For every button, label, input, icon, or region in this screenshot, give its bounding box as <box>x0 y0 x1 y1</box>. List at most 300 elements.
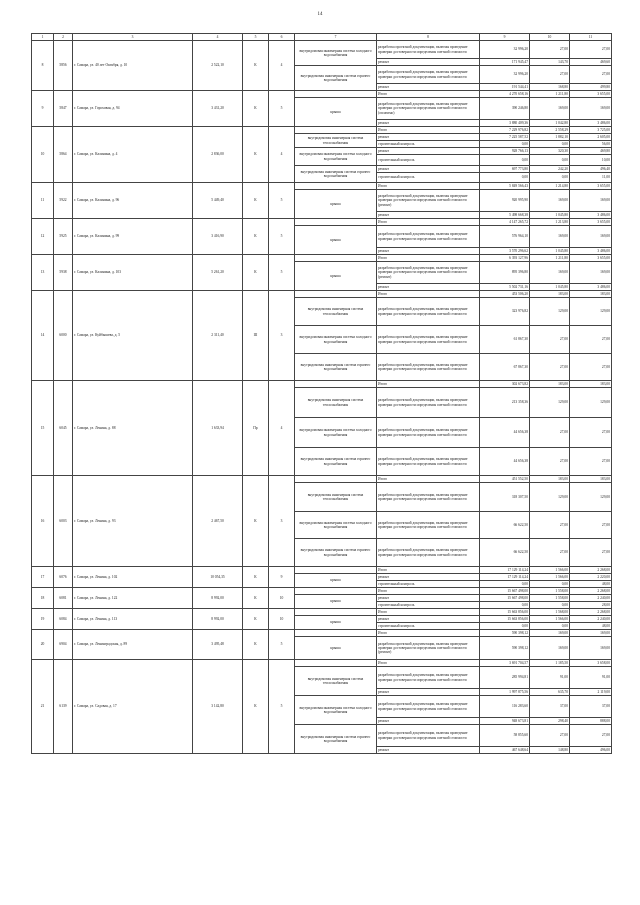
unit-cost-value: 183,00 <box>530 291 570 298</box>
house-area: 5 449,40 <box>193 183 243 219</box>
wall-material: К <box>243 609 269 630</box>
house-id: 5847 <box>54 91 73 127</box>
capital-repair-table <box>31 33 612 754</box>
column-number: 6 <box>269 34 295 41</box>
house-address: г. Самара, ул. Калинина, д. 99 <box>73 219 193 255</box>
system-name: внутридомовая инженерная система холодного водоснабжения <box>295 41 377 66</box>
unit-cost-value: 1 566,00 <box>530 567 570 574</box>
cost-value: 58 855,60 <box>480 725 530 747</box>
house-address: г. Самара, ул. Гороховая, д. 94 <box>73 91 193 127</box>
unit-cost-value: 1 568,00 <box>530 609 570 616</box>
cost-value: 32 996,20 <box>480 41 530 59</box>
table-row <box>32 381 612 388</box>
cost-value: 390 246,80 <box>480 98 530 120</box>
row-number: 15 <box>32 381 54 476</box>
house-id: 5925 <box>54 219 73 255</box>
work-type: разработка проектной документации, включая проведение проверки достоверности определения сметной стоимости (ремонт) <box>377 262 480 284</box>
house-area: 8 992,00 <box>193 609 243 630</box>
work-type: разработка проектной документации, включая проведение проверки достоверности определения сметной стоимости <box>377 326 480 354</box>
floor-count: 4 <box>269 381 295 476</box>
floor-count: 5 <box>269 660 295 754</box>
max-unit-cost-value: 2 268,00 <box>570 567 612 574</box>
max-unit-cost-value: 27,00 <box>570 41 612 59</box>
work-type: Итого <box>377 91 480 98</box>
column-number: 4 <box>193 34 243 41</box>
system-name: внутридомовая инженерная система теплоснабжения <box>295 483 377 512</box>
house-area: 10 054,35 <box>193 567 243 588</box>
unit-cost-value: 37,00 <box>530 696 570 718</box>
max-unit-cost-value: 2 240,00 <box>570 595 612 602</box>
work-type: ремонт <box>377 59 480 66</box>
work-type: разработка проектной документации, включая проведение проверки достоверности определения сметной стоимости <box>377 226 480 248</box>
work-type: Итого <box>377 183 480 190</box>
house-address: г. Самара, ул. 40 лет Октября, д. 10 <box>73 41 193 91</box>
system-name: крыша <box>295 98 377 127</box>
house-id: 6045 <box>54 381 73 476</box>
work-type: Итого <box>377 609 480 616</box>
work-type: разработка проектной документации, включая проведение проверки достоверности определения сметной стоимости <box>377 539 480 567</box>
max-unit-cost-value: 129,00 <box>570 298 612 326</box>
work-type: ремонт <box>377 689 480 696</box>
max-unit-cost-value: 27,00 <box>570 66 612 84</box>
unit-cost-value: 298,40 <box>530 718 570 725</box>
unit-cost-value: 242,20 <box>530 166 570 173</box>
unit-cost-value: 1 211,80 <box>530 91 570 98</box>
work-type: разработка проектной документации, включая проведение проверки достоверности определения сметной стоимости (ремонт) <box>377 637 480 660</box>
house-address: г. Самара, ул. Калинина, д. 96 <box>73 183 193 219</box>
work-type: Итого <box>377 255 480 262</box>
unit-cost-value: 0,00 <box>530 141 570 148</box>
work-type: Итого <box>377 219 480 226</box>
floor-count: 9 <box>269 567 295 588</box>
system-name <box>295 127 377 134</box>
house-address: г. Самара, ул. Ленина, д. 122 <box>73 588 193 609</box>
cost-value: 0,00 <box>480 173 530 183</box>
work-type: Итого <box>377 630 480 637</box>
unit-cost-value: 27,00 <box>530 41 570 59</box>
max-unit-cost-value: 27,00 <box>570 418 612 448</box>
max-unit-cost-value: 2 268,00 <box>570 588 612 595</box>
table-row <box>32 567 612 574</box>
system-name: внутридомовая инженерная система теплоснабжения <box>295 298 377 326</box>
house-area: 3 431,20 <box>193 91 243 127</box>
system-name: внутридомовая инженерная система теплоснабжения <box>295 134 377 148</box>
unit-cost-value: 169,00 <box>530 98 570 120</box>
house-id: 6003 <box>54 476 73 567</box>
system-name: внутридомовая инженерная система холодного водоснабжения <box>295 418 377 448</box>
work-type: разработка проектной документации, включая проведение проверки достоверности определения сметной стоимости <box>377 388 480 418</box>
system-name: крыша <box>295 262 377 291</box>
max-unit-cost-value: 2 268,00 <box>570 609 612 616</box>
max-unit-cost-value: 10,00 <box>570 155 612 166</box>
row-number: 12 <box>32 219 54 255</box>
work-type: разработка проектной документации, включая проведение проверки достоверности определения сметной стоимости <box>377 418 480 448</box>
house-id: 5938 <box>54 255 73 291</box>
unit-cost-value: 1 045,80 <box>530 248 570 255</box>
max-unit-cost-value: 469,80 <box>570 148 612 155</box>
cost-value: 1 997 875,56 <box>480 689 530 696</box>
unit-cost-value: 169,00 <box>530 262 570 284</box>
unit-cost-value: 1 882,10 <box>530 134 570 141</box>
system-name: внутридомовая инженерная система горячего водоснабжения <box>295 448 377 476</box>
floor-count: 10 <box>269 588 295 609</box>
wall-material: К <box>243 41 269 91</box>
table-row <box>32 127 612 134</box>
work-type: строительный контроль <box>377 581 480 588</box>
house-address: г. Самара, ул. Ленина, д. 102 <box>73 567 193 588</box>
work-type: разработка проектной документации, включая проведение проверки достоверности определения сметной стоимости <box>377 696 480 718</box>
house-area: 2 467,50 <box>193 476 243 567</box>
unit-cost-value: 168,80 <box>530 84 570 91</box>
system-name: крыша <box>295 574 377 588</box>
unit-cost-value: 0,00 <box>530 155 570 166</box>
max-unit-cost-value: 2 605,00 <box>570 134 612 141</box>
max-unit-cost-value: 496,40 <box>570 166 612 173</box>
max-unit-cost-value: 496,00 <box>570 747 612 754</box>
work-type: Итого <box>377 660 480 667</box>
house-id: 5856 <box>54 41 73 91</box>
unit-cost-value: 1 045,80 <box>530 212 570 219</box>
max-unit-cost-value: 169,00 <box>570 262 612 284</box>
house-address: г. Самара, ул. Ленина, д. 93 <box>73 476 193 567</box>
max-unit-cost-value: 3 486,00 <box>570 120 612 127</box>
unit-cost-value: 169,00 <box>530 637 570 660</box>
unit-cost-value: 0,00 <box>530 173 570 183</box>
max-unit-cost-value: 3 486,00 <box>570 248 612 255</box>
max-unit-cost-value: 48,00 <box>570 623 612 630</box>
work-type: ремонт <box>377 134 480 141</box>
system-name: крыша <box>295 616 377 630</box>
house-address: г. Самара, ул. Калинина, д. 103 <box>73 255 193 291</box>
floor-count: 3 <box>269 291 295 381</box>
page-number: 14 <box>317 12 323 17</box>
work-type: ремонт <box>377 120 480 127</box>
unit-cost-value: 1 558,00 <box>530 588 570 595</box>
house-address: г. Самара, ул. Садовая, д. 17 <box>73 660 193 754</box>
max-unit-cost-value: 56,00 <box>570 141 612 148</box>
cost-value: 4 147 265,72 <box>480 219 530 226</box>
cost-value: 453 506,20 <box>480 291 530 298</box>
max-unit-cost-value: 27,00 <box>570 512 612 539</box>
unit-cost-value: 143,70 <box>530 59 570 66</box>
house-area: 8 992,00 <box>193 588 243 609</box>
unit-cost-value: 635,70 <box>530 689 570 696</box>
cost-value: 0,00 <box>480 141 530 148</box>
floor-count: 5 <box>269 91 295 127</box>
unit-cost-value: 1 566,00 <box>530 574 570 581</box>
floor-count: 5 <box>269 183 295 219</box>
unit-cost-value: 320,30 <box>530 148 570 155</box>
system-name: внутридомовая инженерная система горячего водоснабжения <box>295 539 377 567</box>
house-id: 6081 <box>54 588 73 609</box>
work-type: строительный контроль <box>377 173 480 183</box>
system-name <box>295 219 377 226</box>
unit-cost-value: 169,00 <box>530 630 570 637</box>
cost-value: 6 393 127,96 <box>480 255 530 262</box>
system-name: крыша <box>295 637 377 660</box>
table-row <box>32 630 612 637</box>
row-number: 19 <box>32 609 54 630</box>
system-name <box>295 91 377 98</box>
max-unit-cost-value: 3 658,00 <box>570 660 612 667</box>
max-unit-cost-value: 2 240,00 <box>570 616 612 623</box>
max-unit-cost-value: 183,00 <box>570 291 612 298</box>
max-unit-cost-value: 469,60 <box>570 59 612 66</box>
system-name: крыша <box>295 226 377 255</box>
system-name: крыша <box>295 595 377 609</box>
work-type: ремонт <box>377 616 480 623</box>
column-number: 7 <box>295 34 377 41</box>
house-address: г. Самара, ул. Куйбышева, д. 5 <box>73 291 193 381</box>
cost-value: 15 667 498,00 <box>480 595 530 602</box>
column-number-row <box>32 34 612 41</box>
row-number: 18 <box>32 588 54 609</box>
unit-cost-value: 183,00 <box>530 381 570 388</box>
floor-count: 4 <box>269 41 295 91</box>
row-number: 11 <box>32 183 54 219</box>
work-type: ремонт <box>377 718 480 725</box>
floor-count: 5 <box>269 630 295 660</box>
house-area: 1 633,94 <box>193 381 243 476</box>
house-address: г. Самара, ул. Ленина, д. 113 <box>73 609 193 630</box>
cost-value: 0,00 <box>480 581 530 588</box>
system-name <box>295 183 377 190</box>
table-row <box>32 219 612 226</box>
unit-cost-value: 27,00 <box>530 66 570 84</box>
cost-value: 3 691 704,57 <box>480 660 530 667</box>
cost-value: 66 622,50 <box>480 539 530 567</box>
cost-value: 590 398,12 <box>480 630 530 637</box>
row-number: 14 <box>32 291 54 381</box>
max-unit-cost-value: 888,00 <box>570 718 612 725</box>
system-name: внутридомовая инженерная система горячего водоснабжения <box>295 354 377 381</box>
unit-cost-value: 1 558,00 <box>530 595 570 602</box>
max-unit-cost-value: 48,00 <box>570 581 612 588</box>
column-number: 10 <box>530 34 570 41</box>
cost-value: 15 667 498,00 <box>480 588 530 595</box>
system-name: внутридомовая инженерная система теплоснабжения <box>295 388 377 418</box>
row-number: 9 <box>32 91 54 127</box>
cost-value: 0,00 <box>480 602 530 609</box>
unit-cost-value: 27,00 <box>530 418 570 448</box>
work-type: разработка проектной документации, включая проведение проверки достоверности определения сметной стоимости <box>377 298 480 326</box>
cost-value: 920 995,90 <box>480 190 530 212</box>
system-name <box>295 588 377 595</box>
table-row <box>32 660 612 667</box>
unit-cost-value: 27,00 <box>530 448 570 476</box>
table-row <box>32 183 612 190</box>
floor-count: 10 <box>269 609 295 630</box>
cost-value: 15 663 856,00 <box>480 616 530 623</box>
wall-material: К <box>243 476 269 567</box>
house-id: 6000 <box>54 291 73 381</box>
max-unit-cost-value: 27,00 <box>570 539 612 567</box>
max-unit-cost-value: 11,00 <box>570 173 612 183</box>
house-id: 5864 <box>54 127 73 183</box>
house-id: 6084 <box>54 609 73 630</box>
system-name: внутридомовая инженерная система теплоснабжения <box>295 667 377 696</box>
cost-value: 948 673,81 <box>480 718 530 725</box>
work-type: Итого <box>377 476 480 483</box>
work-type: ремонт <box>377 148 480 155</box>
max-unit-cost-value: 3 655,00 <box>570 219 612 226</box>
table-row <box>32 609 612 616</box>
column-number: 3 <box>73 34 193 41</box>
max-unit-cost-value: 129,00 <box>570 483 612 512</box>
unit-cost-value: 129,00 <box>530 483 570 512</box>
cost-value: 323 976,82 <box>480 298 530 326</box>
cost-value: 61 867,30 <box>480 326 530 354</box>
work-type: строительный контроль <box>377 155 480 166</box>
max-unit-cost-value: 2 220,00 <box>570 574 612 581</box>
work-type: ремонт <box>377 84 480 91</box>
work-type: ремонт <box>377 595 480 602</box>
work-type: строительный контроль <box>377 141 480 148</box>
unit-cost-value: 1 042,80 <box>530 120 570 127</box>
cost-value: 590 398,12 <box>480 637 530 660</box>
row-number: 20 <box>32 630 54 660</box>
work-type: разработка проектной документации, включая проведение проверки достоверности определения сметной стоимости <box>377 483 480 512</box>
work-type: разработка проектной документации, включая проведение проверки достоверности определения сметной стоимости <box>377 66 480 84</box>
house-area: 3 142,80 <box>193 660 243 754</box>
cost-value: 66 622,50 <box>480 512 530 539</box>
cost-value: 895 396,80 <box>480 262 530 284</box>
house-address: г. Самара, ул. Ленинградская, д. 89 <box>73 630 193 660</box>
max-unit-cost-value: 169,00 <box>570 226 612 248</box>
column-number: 5 <box>243 34 269 41</box>
unit-cost-value: 27,00 <box>530 725 570 747</box>
max-unit-cost-value: 27,00 <box>570 354 612 381</box>
floor-count: 5 <box>269 219 295 255</box>
max-unit-cost-value: 3 486,00 <box>570 284 612 291</box>
house-area: 2 836,00 <box>193 127 243 183</box>
table-row <box>32 41 612 59</box>
system-name <box>295 381 377 388</box>
system-name <box>295 630 377 637</box>
system-name <box>295 291 377 298</box>
max-unit-cost-value: 37,00 <box>570 696 612 718</box>
cost-value: 5 502 731,16 <box>480 284 530 291</box>
max-unit-cost-value: 27,00 <box>570 448 612 476</box>
cost-value: 17 129 114,24 <box>480 567 530 574</box>
system-name: внутридомовая инженерная система холодного водоснабжения <box>295 696 377 725</box>
wall-material: Пр <box>243 381 269 476</box>
system-name <box>295 567 377 574</box>
cost-value: 285 994,81 <box>480 667 530 689</box>
system-name: внутридомовая инженерная система горячего водоснабжения <box>295 66 377 91</box>
cost-value: 213 358,36 <box>480 388 530 418</box>
cost-value: 3 880 409,36 <box>480 120 530 127</box>
unit-cost-value: 0,00 <box>530 602 570 609</box>
work-type: Итого <box>377 381 480 388</box>
wall-material: К <box>243 630 269 660</box>
max-unit-cost-value: 3 725,00 <box>570 127 612 134</box>
unit-cost-value: 27,00 <box>530 512 570 539</box>
cost-value: 928 766,13 <box>480 148 530 155</box>
max-unit-cost-value: 2 119,00 <box>570 689 612 696</box>
column-number: 8 <box>377 34 480 41</box>
house-area: 2 311,40 <box>193 291 243 381</box>
unit-cost-value: 183,00 <box>530 476 570 483</box>
max-unit-cost-value: 3 655,00 <box>570 91 612 98</box>
cost-value: 32 996,20 <box>480 66 530 84</box>
cost-value: 318 307,50 <box>480 483 530 512</box>
max-unit-cost-value: 3 486,00 <box>570 212 612 219</box>
column-number: 11 <box>570 34 612 41</box>
system-name <box>295 255 377 262</box>
cost-value: 5 849 566,43 <box>480 183 530 190</box>
max-unit-cost-value: 3 655,00 <box>570 255 612 262</box>
row-number: 16 <box>32 476 54 567</box>
work-type: Итого <box>377 588 480 595</box>
work-type: строительный контроль <box>377 602 480 609</box>
wall-material: К <box>243 255 269 291</box>
system-name: внутридомовая инженерная система горячего водоснабжения <box>295 725 377 754</box>
max-unit-cost-value: 183,00 <box>570 381 612 388</box>
column-number: 2 <box>54 34 73 41</box>
wall-material: Ш <box>243 291 269 381</box>
unit-cost-value: 1 213,80 <box>530 219 570 226</box>
cost-value: 171 945,47 <box>480 59 530 66</box>
system-name <box>295 609 377 616</box>
unit-cost-value: 1 214,80 <box>530 183 570 190</box>
system-name: внутридомовая инженерная система холодного водоснабжения <box>295 512 377 539</box>
house-id: 6076 <box>54 567 73 588</box>
work-type: разработка проектной документации, включая проведение проверки достоверности определения сметной стоимости <box>377 667 480 689</box>
system-name: крыша <box>295 190 377 219</box>
cost-value: 44 656,38 <box>480 448 530 476</box>
table-row <box>32 91 612 98</box>
work-type: Итого <box>377 127 480 134</box>
work-type: ремонт <box>377 284 480 291</box>
work-type: разработка проектной документации, включая проведение проверки достоверности определения сметной стоимости <box>377 448 480 476</box>
unit-cost-value: 0,00 <box>530 581 570 588</box>
row-number: 21 <box>32 660 54 754</box>
work-type: разработка проектной документации, включая проведение проверки достоверности определения сметной стоимости <box>377 725 480 747</box>
row-number: 8 <box>32 41 54 91</box>
wall-material: К <box>243 127 269 183</box>
system-name: внутридомовая инженерная система холодного водоснабжения <box>295 326 377 354</box>
unit-cost-value: 169,00 <box>530 226 570 248</box>
house-id: 6139 <box>54 660 73 754</box>
unit-cost-value: 1 566,00 <box>530 616 570 623</box>
unit-cost-value: 129,00 <box>530 388 570 418</box>
table-row <box>32 255 612 262</box>
wall-material: К <box>243 91 269 127</box>
house-address: г. Самара, ул. Ленина, д. 88 <box>73 381 193 476</box>
work-type: Итого <box>377 567 480 574</box>
table-row <box>32 588 612 595</box>
max-unit-cost-value: 499,80 <box>570 84 612 91</box>
cost-value: 0,00 <box>480 623 530 630</box>
cost-value: 451 552,50 <box>480 476 530 483</box>
max-unit-cost-value: 169,00 <box>570 637 612 660</box>
cost-value: 467 648,64 <box>480 747 530 754</box>
wall-material: К <box>243 219 269 255</box>
house-id: 6904 <box>54 630 73 660</box>
unit-cost-value: 169,00 <box>530 190 570 212</box>
unit-cost-value: 1 045,80 <box>530 284 570 291</box>
work-type: разработка проектной документации, включая проведение проверки достоверности определения сметной стоимости (оплачено) <box>377 98 480 120</box>
house-area: 5 261,20 <box>193 255 243 291</box>
cost-value: 0,00 <box>480 155 530 166</box>
cost-value: 116 283,60 <box>480 696 530 718</box>
cost-value: 7 225 587,52 <box>480 134 530 141</box>
row-number: 17 <box>32 567 54 588</box>
work-type: ремонт <box>377 747 480 754</box>
unit-cost-value: 1 185,50 <box>530 660 570 667</box>
unit-cost-value: 2 558,29 <box>530 127 570 134</box>
